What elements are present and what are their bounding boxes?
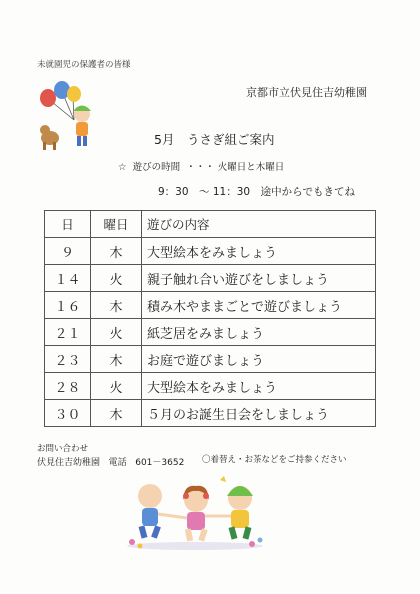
contact-label: お問い合わせ: [37, 444, 89, 454]
table-row: [45, 292, 376, 319]
row-activity: 紙芝居をみましょう: [142, 319, 376, 346]
note-line: 〇着替え・お茶などをご持参ください: [202, 455, 347, 465]
row-activity: ５月のお誕生日会をしましょう: [142, 400, 376, 427]
row-day: １６: [45, 292, 91, 319]
activity-table: [44, 210, 376, 427]
table-row: [45, 265, 376, 292]
table-row: [45, 400, 376, 427]
table-header-row: [45, 211, 376, 238]
header-activity: 遊びの内容: [142, 211, 376, 238]
row-day: ２１: [45, 319, 91, 346]
table-row: [45, 373, 376, 400]
row-day: ２３: [45, 346, 91, 373]
row-weekday: 木: [91, 346, 142, 373]
row-activity: 親子触れ合い遊びをしましょう: [142, 265, 376, 292]
row-day: １４: [45, 265, 91, 292]
child-with-balloons-icon: [30, 80, 108, 156]
row-activity: 大型絵本をみましょう: [142, 238, 376, 265]
page-title: 5月 うさぎ組ご案内: [154, 132, 275, 147]
row-weekday: 火: [91, 265, 142, 292]
three-children-running-icon: [120, 474, 270, 552]
row-weekday: 火: [91, 373, 142, 400]
contact-phone: 601－3652: [135, 458, 185, 468]
row-day: ２８: [45, 373, 91, 400]
schedule-days: 火曜日と木曜日: [217, 162, 285, 173]
row-weekday: 木: [91, 238, 142, 265]
row-weekday: 木: [91, 292, 142, 319]
row-day: ３０: [45, 400, 91, 427]
row-weekday: 木: [91, 400, 142, 427]
schedule-line: [118, 159, 284, 173]
schedule-label: 遊びの時間: [132, 162, 181, 173]
schedule-dots: ・・・: [186, 162, 215, 173]
row-activity: お庭で遊びましょう: [142, 346, 376, 373]
table-row: [45, 346, 376, 373]
header-day: 日: [45, 211, 91, 238]
recipient-line: 未就園児の保護者の皆様: [37, 60, 131, 70]
contact-phone-label: 電話: [108, 458, 127, 468]
school-name: 京都市立伏見住吉幼稚園: [246, 86, 367, 99]
header-weekday: 曜日: [91, 211, 142, 238]
contact-line: [37, 455, 184, 468]
table-row: [45, 319, 376, 346]
row-day: ９: [45, 238, 91, 265]
row-activity: 大型絵本をみましょう: [142, 373, 376, 400]
row-weekday: 火: [91, 319, 142, 346]
star-icon: ☆: [118, 162, 127, 173]
contact-school: 伏見住吉幼稚園: [37, 458, 101, 468]
time-line: 9：30 ～ 11：30 途中からでもきてね: [158, 186, 355, 198]
row-activity: 積み木やままごとで遊びましょう: [142, 292, 376, 319]
table-row: [45, 238, 376, 265]
